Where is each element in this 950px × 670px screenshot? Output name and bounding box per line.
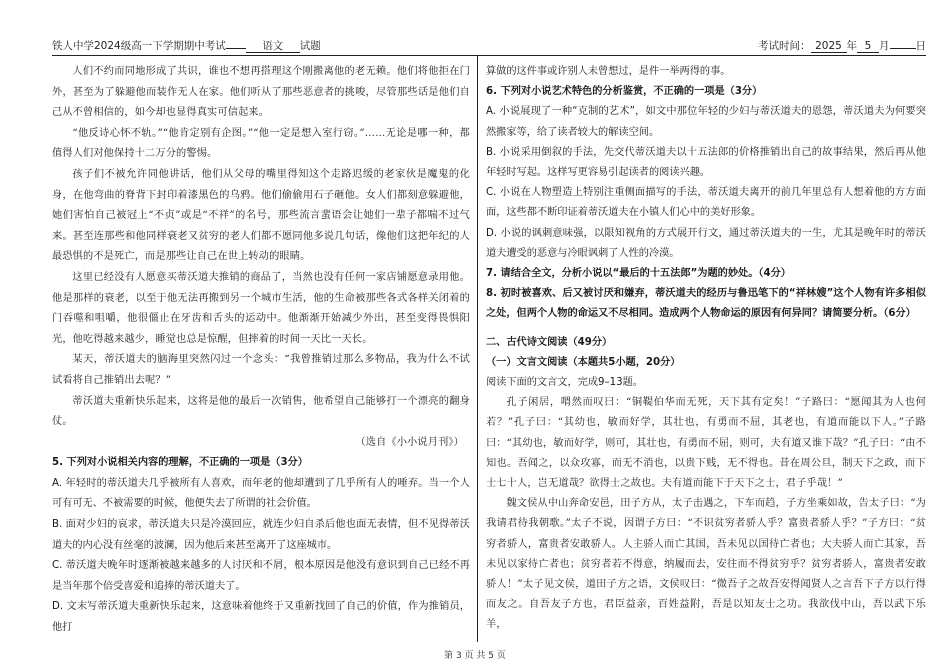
option-6c: C. 小说在人物塑造上特别注重侧面描写的手法，蒂沃道夫离开的前几年里总有人想着他的方方面面，这些都不断印证着蒂沃道夫在小镇人们心中的美好形象。: [486, 187, 926, 219]
exam-year: 2025: [811, 40, 847, 53]
column-divider: [477, 56, 478, 642]
story-paragraph: 某天，蒂沃道夫的脑海里突然闪过一个念头：“我曾推销过那么多物品，我为什么不试试看将自己推销出去呢？”: [52, 354, 470, 386]
exam-subject: 语文: [246, 40, 300, 53]
story-paragraph: 蒂沃道夫重新快乐起来，这将是他的最后一次销售，他希望自己能够打一个漂亮的翻身仗。: [52, 395, 470, 428]
story-paragraph: 人们不约而同地形成了共识，谁也不想再搭理这个刚搬离他的老无赖。他们将他拒在门外，甚至为了躲避他而装作无人在家。他们听从了那些恶意者的挑唆，尽管那些话是他们自己从不曾相信的，如今却也显得真实可信起来。: [52, 66, 470, 119]
page-number: 第 3 页 共 5 页: [444, 651, 506, 661]
exam-school-name: 铁人中学2024级高一下学期期中考试: [52, 40, 226, 52]
story-paragraph: 孩子们不被允许同他讲话，他们从父母的嘴里得知这个走路迟缓的老家伙是魔鬼的化身，在他弯曲的脊背下封印着漆黑色的乌鸦。他们偷偷用石子砸他。女人们都刻意躲避他，她们害怕自己被冠上“不贞”或是“不祥”的名号，那些流言蜚语会让她们一辈子都喘不过气来。甚至连那些和他同样衰老又贫穷的老人们都不愿同他多说几句话，像他们这把年纪的人最恐惧的不是死亡，而是那些让自己在世上转动的眼睛。: [52, 168, 470, 263]
option-5b: B. 面对少妇的哀求，蒂沃道夫只是冷漠回应，就连少妇自杀后他也面无表情，但不见得蒂沃道夫的内心没有丝毫的波澜，因为他后来甚至离开了这座城市。: [52, 519, 470, 551]
right-column: [486, 62, 926, 636]
day-word: 日: [915, 40, 926, 52]
option-5a: A. 年轻时的蒂沃道夫几乎被所有人喜欢，而年老的他却遭到了几乎所有人的唾弃。当一个人可有可无、不被需要的时候，他便失去了所谓的社会价值。: [52, 477, 470, 510]
option-5c: C. 蒂沃道夫晚年时逐渐被越来越多的人讨厌和不屑，根本原因是他没有意识到自己已经不再是当年那个倍受喜爱和追捧的蒂沃道夫了。: [52, 560, 470, 592]
section-2-heading: 二、古代诗文阅读（49分）: [486, 336, 613, 348]
year-word: 年: [846, 40, 857, 52]
question-5: 5. 下列对小说相关内容的理解，不正确的一项是（3分）: [52, 457, 308, 469]
option-6b: B. 小说采用倒叙的手法，先交代蒂沃道夫以十五法郎的价格推销出自己的故事结果，然后再从他年轻时写起。这样写更容易引起读者的阅读兴趣。: [486, 146, 926, 179]
option-6d: D. 小说的讽刺意味强，以限知视角的方式展开行文，通过蒂沃道夫的一生，尤其是晚年时的蒂沃道夫遭受的恶意与冷眼讽刺了人性的冷漠。: [486, 227, 926, 259]
page-header: [52, 38, 926, 54]
month-word: 月: [879, 40, 890, 52]
question-6: 6. 下列对小说艺术特色的分析鉴赏，不正确的一项是（3分）: [486, 86, 763, 98]
exam-month: 5: [857, 40, 879, 53]
question-7: 7. 请结合全文，分析小说以“最后的十五法郎”为题的妙处。（4分）: [486, 268, 791, 280]
story-source: （选自《小小说月刊》）: [355, 436, 464, 448]
exam-day: [890, 48, 916, 49]
blank-underline: [226, 48, 246, 49]
option-5d-continued: 算做的这件事或许别人未曾想过，是件一举两得的事。: [486, 66, 731, 77]
header-rule: [52, 55, 926, 56]
story-paragraph: “他反诗心怀不轨。”“他肯定别有企图。”“他一定是想入室行窃。”……无论是哪一种，都值得人们对他保持十二万分的警惕。: [52, 127, 470, 160]
reading-instruction: 阅读下面的文言文，完成9–13题。: [486, 377, 643, 389]
option-5d: D. 文末写蒂沃道夫重新快乐起来，这意味着他终于又重新找回了自己的价值，作为推销员，他打: [52, 601, 470, 634]
classical-passage-paragraph: 孔子闲居，喟然而叹曰：“铜鞮伯华而无死，天下其有定矣！”子路曰：“愿闻其为人也何若？”孔子曰：“其幼也，敏而好学，其壮也，有勇而不屈，其老也，有道而能以下人。”子路曰：“其幼也，敏而好学，则可，其壮也，有勇而不屈，则可，夫有道又谁下哉？”孔子曰：“由不知也。吾闻之，以众攻寡，而无不消也，以贵下贱，无不得也。昔在周公旦，制天下之政，而下士七十人，岂无道哉？欲得士之故也。夫有道而能下于天下之士，君子乎哉！”: [486, 397, 926, 490]
exam-paper-word: 试题: [299, 40, 321, 52]
answer-space: [486, 325, 926, 333]
classical-passage-paragraph: 魏文侯从中山奔命安邑，田子方从，太子击遇之，下车而趋，子方坐乘如故，告太子曰：“为我请君待我朝歌。”太子不说，因谓子方曰：“不识贫穷者骄人乎？富贵者骄人乎？”子方曰：“贫穷者骄人，富贵者安敢骄人。人主骄人而亡其国，吾未见以国待亡者也；大夫骄人而亡其家，吾未见以家待亡者也；贫穷者若不得意，纳履而去，安往而不得贫穷乎？贫穷者骄人，富贵者安敢骄人！”太子见文侯，道田子方之语，文侯叹曰：“微吾子之故吾安得闻贤人之言吾下子方以行得而友之。自吾友子方也，君臣益亲，百姓益附，吾是以知友士之功。我欲伐中山，吾以武下乐羊，: [486, 498, 926, 631]
header-exam-time: [758, 38, 926, 53]
exam-time-label: 考试时间：: [758, 40, 811, 52]
header-exam-title: [52, 38, 321, 53]
question-8: 8. 初时被喜欢、后又被讨厌和嫌弃，蒂沃道夫的经历与鲁迅笔下的“祥林嫂”这个人物有许多相似之处，但两个人物的命运又不尽相同。造成两个人物命运的原因有何异同？请简要分析。（6分）: [486, 288, 926, 320]
section-2-subheading: （一）文言文阅读（本题共5小题，20分）: [486, 356, 681, 368]
left-column: [52, 62, 470, 639]
option-6a: A. 小说展现了一种“克制的艺术”，如文中那位年轻的少妇与蒂沃道夫的恩怨，蒂沃道夫为何要突然搬家等，给了读者较大的解读空间。: [486, 106, 926, 138]
story-paragraph: 这里已经没有人愿意买蒂沃道夫推销的商品了，当然也没有任何一家店铺愿意录用他。他是那样的衰老，以至于他无法再搬到另一个城市生活，他的生命被那些各式各样关闭着的门吞噬和咀嚼，他很僵止在牙齿和舌头的运动中。他渐渐开始减少外出，甚至变得畏惧阳光，他吃得越来越少，睡觉也总是惊醒，但摔着的时间一天比一天长。: [52, 271, 470, 345]
